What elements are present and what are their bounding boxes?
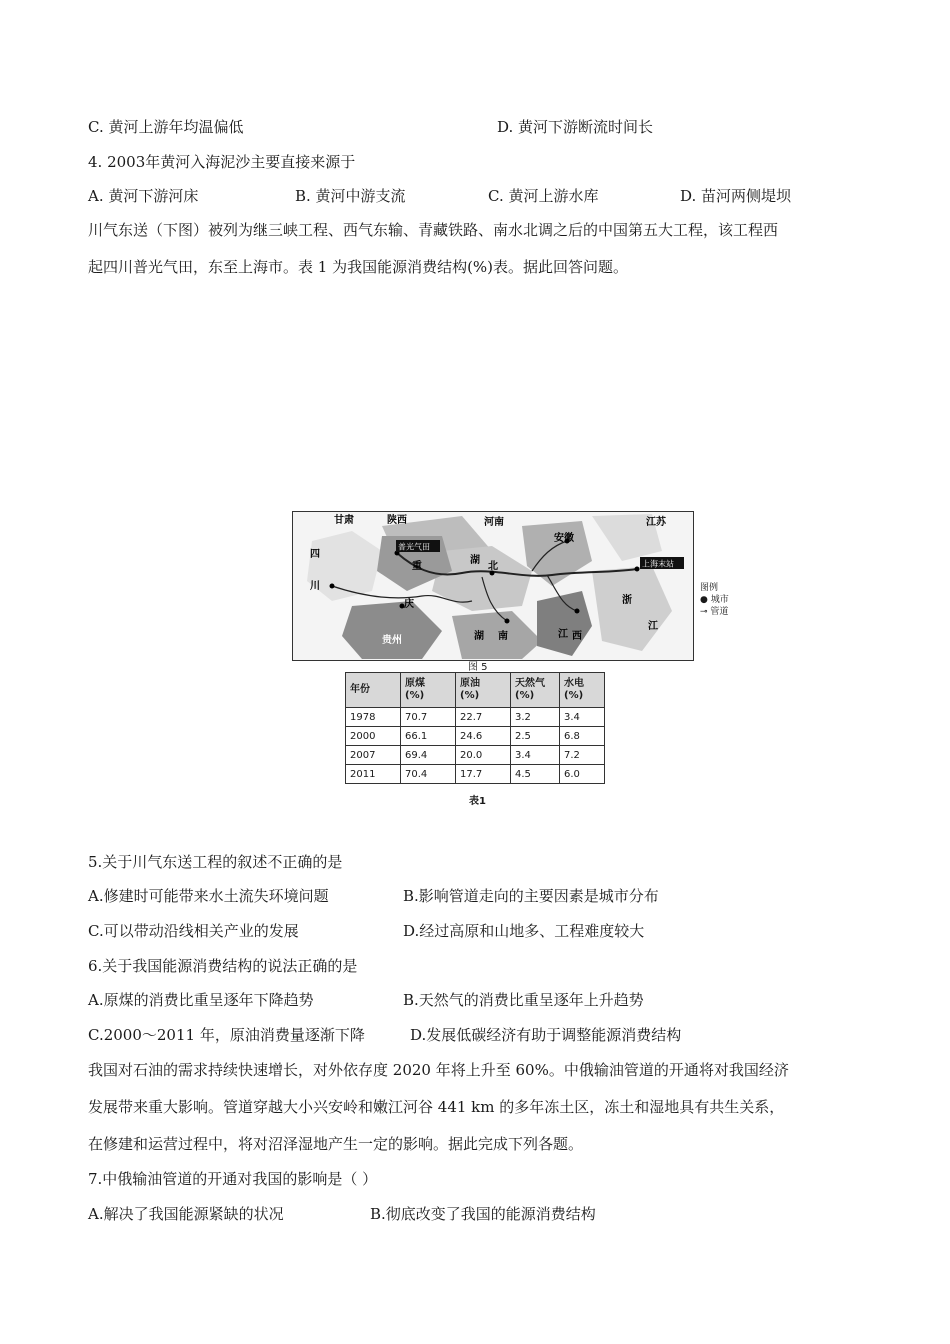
table-cell: 70.4 [401, 765, 456, 784]
table-cell: 2.5 [511, 727, 560, 746]
q4-stem: 4. 2003年黄河入海泥沙主要直接来源于 [88, 153, 356, 171]
q6-option-a: A.原煤的消费比重呈逐年下降趋势 [88, 991, 314, 1009]
q6-stem: 6.关于我国能源消费结构的说法正确的是 [88, 957, 358, 975]
table-cell: 3.4 [511, 746, 560, 765]
province-label: 江苏 [646, 517, 666, 528]
province-label: 湖 [474, 631, 484, 642]
table-caption: 表1 [469, 796, 486, 807]
table-cell: 3.4 [560, 708, 605, 727]
province-label: 南 [498, 631, 508, 642]
table-header: 年份 [346, 673, 401, 708]
legend-city: ● 城市 [700, 595, 729, 605]
legend-title: 图例 [700, 583, 719, 593]
province-label: 四 [310, 549, 320, 560]
table-cell: 2000 [346, 727, 401, 746]
table-row [346, 708, 605, 727]
q7-option-b: B.彻底改变了我国的能源消费结构 [370, 1205, 596, 1223]
table-cell: 22.7 [456, 708, 511, 727]
table-cell: 70.7 [401, 708, 456, 727]
province-label: 重 [412, 561, 422, 572]
province-label: 陕西 [387, 515, 407, 526]
end-label: 上海末站 [642, 559, 674, 569]
passage2-line-1: 我国对石油的需求持续快速增长，对外依存度 2020 年将上升至 60%。中俄输油管道的开通将对我国经济 [88, 1061, 789, 1079]
table-header: 原油 (%) [456, 673, 511, 708]
q6-option-c: C.2000～2011 年，原油消费量逐渐下降 [88, 1026, 365, 1044]
table-cell: 20.0 [456, 746, 511, 765]
province-label: 庆 [404, 599, 414, 610]
table-cell: 7.2 [560, 746, 605, 765]
q4-option-c: C. 黄河上游水库 [488, 187, 599, 205]
passage1-line-1: 川气东送（下图）被列为继三峡工程、西气东输、青藏铁路、南水北调之后的中国第五大工程，该工程西 [88, 221, 779, 239]
q5-option-d: D.经过高原和山地多、工程难度较大 [403, 922, 645, 940]
province-label: 甘肃 [334, 515, 354, 526]
table-row [346, 727, 605, 746]
table-header: 天然气 (%) [511, 673, 560, 708]
table-cell: 6.8 [560, 727, 605, 746]
province-label: 江 [558, 629, 568, 640]
pipeline-map [292, 511, 694, 661]
table-cell: 2011 [346, 765, 401, 784]
q4-option-a: A. 黄河下游河床 [88, 187, 199, 205]
province-label: 川 [310, 581, 320, 592]
passage1-line-2: 起四川普光气田，东至上海市。表 1 为我国能源消费结构(%)表。据此回答问题。 [88, 258, 629, 276]
province-label: 北 [488, 561, 498, 572]
q6-option-d: D.发展低碳经济有助于调整能源消费结构 [410, 1026, 682, 1044]
map-legend [700, 582, 760, 632]
province-label: 江 [648, 621, 658, 632]
table-header-row [346, 673, 605, 708]
table-cell: 17.7 [456, 765, 511, 784]
table-header: 水电 (%) [560, 673, 605, 708]
figure-caption: 图 5 [468, 662, 488, 673]
q5-option-b: B.影响管道走向的主要因素是城市分布 [403, 887, 659, 905]
q4-option-b: B. 黄河中游支流 [295, 187, 406, 205]
table-row [346, 746, 605, 765]
table-cell: 69.4 [401, 746, 456, 765]
province-label: 河南 [484, 517, 504, 528]
province-label: 安徽 [554, 533, 574, 544]
start-label: 普光气田 [398, 542, 430, 552]
passage2-line-3: 在修建和运营过程中，将对沼泽湿地产生一定的影响。据此完成下列各题。 [88, 1135, 584, 1153]
q5-option-a: A.修建时可能带来水土流失环境问题 [88, 887, 329, 905]
province-label: 浙 [622, 595, 632, 606]
table-cell: 66.1 [401, 727, 456, 746]
q3-option-c: C. 黄河上游年均温偏低 [88, 118, 244, 136]
table-row [346, 765, 605, 784]
legend-pipe-label: 管道 [710, 607, 729, 617]
q7-option-a: A.解决了我国能源紧缺的状况 [88, 1205, 284, 1223]
q5-option-c: C.可以带动沿线相关产业的发展 [88, 922, 299, 940]
q6-option-b: B.天然气的消费比重呈逐年上升趋势 [403, 991, 644, 1009]
table-cell: 2007 [346, 746, 401, 765]
q7-stem: 7.中俄输油管道的开通对我国的影响是（ ） [88, 1170, 378, 1188]
table-cell: 3.2 [511, 708, 560, 727]
q4-option-d: D. 苗河两侧堤坝 [680, 187, 792, 205]
province-label: 湖 [470, 555, 480, 566]
passage2-line-2: 发展带来重大影响。管道穿越大小兴安岭和嫩江河谷 441 km 的多年冻土区，冻土和湿地具有共生关系， [88, 1098, 785, 1116]
city-dot [505, 619, 510, 624]
q3-option-d: D. 黄河下游断流时间长 [497, 118, 654, 136]
legend-pipe: ⊸ 管道 [700, 607, 729, 617]
q5-stem: 5.关于川气东送工程的叙述不正确的是 [88, 853, 343, 871]
table-cell: 6.0 [560, 765, 605, 784]
table-cell: 1978 [346, 708, 401, 727]
city-dot [330, 584, 335, 589]
table-cell: 24.6 [456, 727, 511, 746]
city-dot [575, 609, 580, 614]
energy-table [345, 672, 605, 784]
table-header: 原煤 (%) [401, 673, 456, 708]
legend-city-label: 城市 [710, 595, 729, 605]
province-label: 贵州 [382, 635, 402, 646]
city-dot [635, 567, 640, 572]
province-label: 西 [572, 631, 582, 642]
table-cell: 4.5 [511, 765, 560, 784]
